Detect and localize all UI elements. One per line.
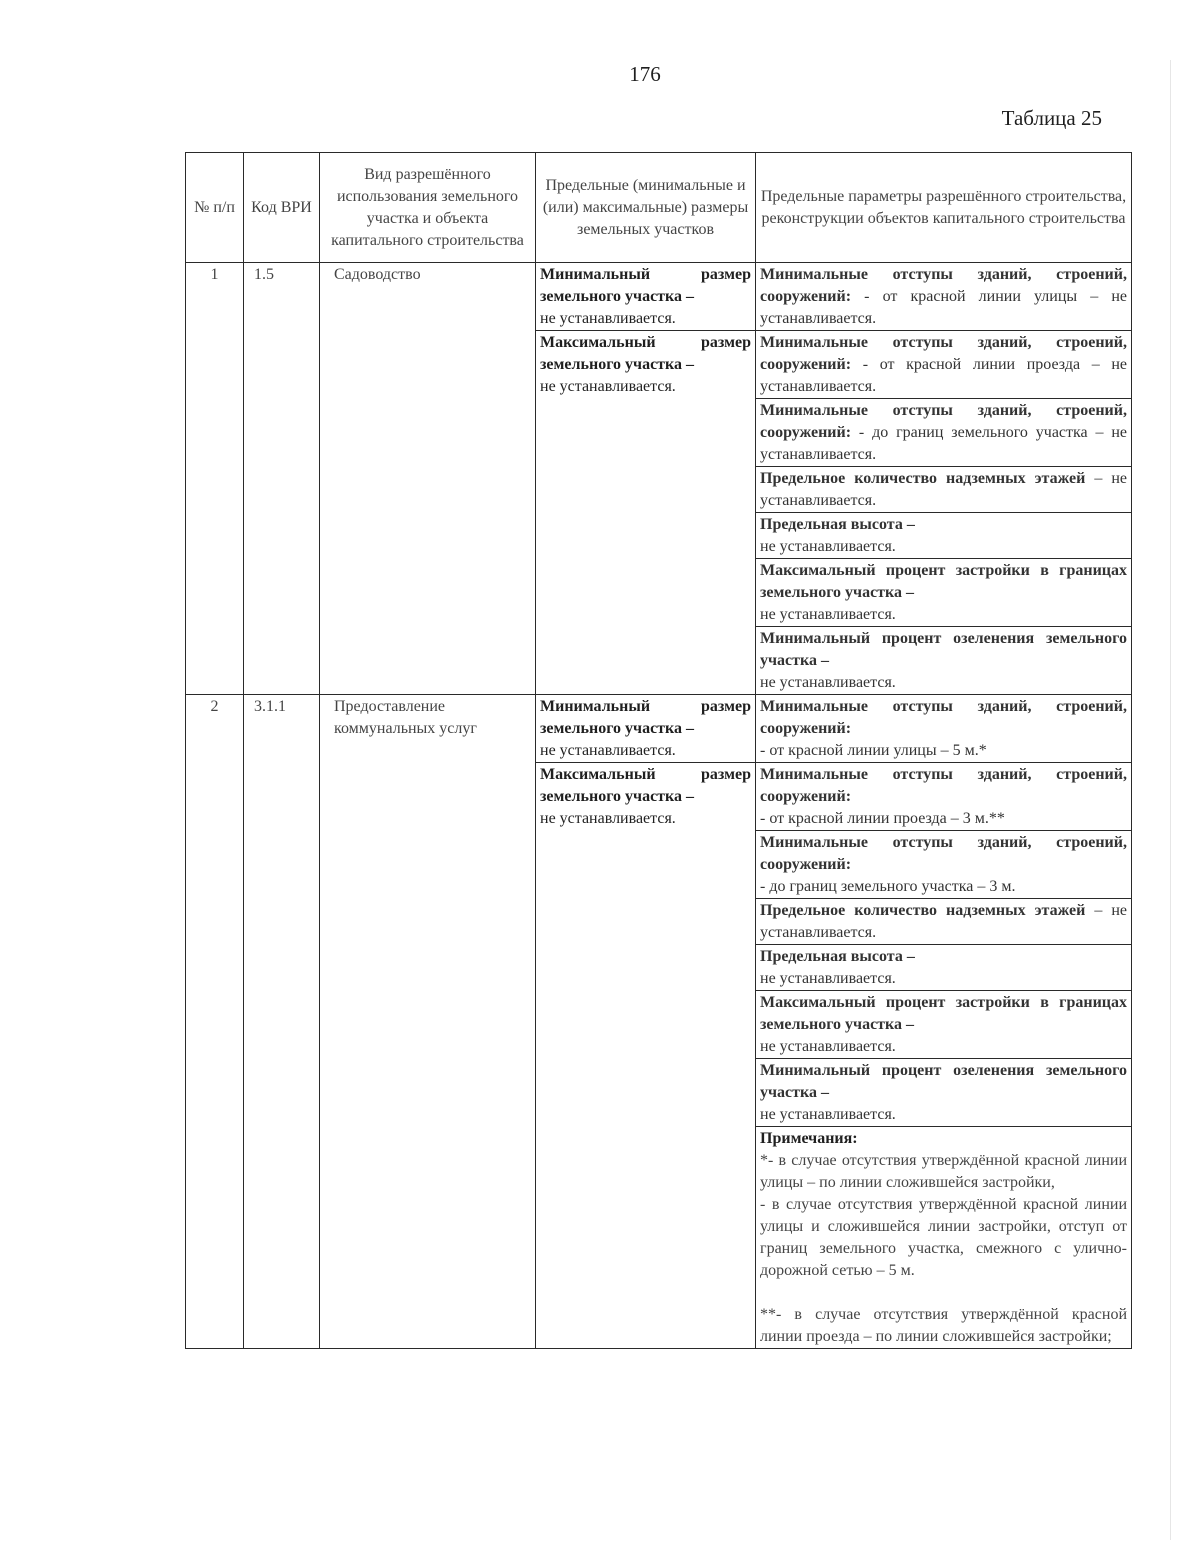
param-value: не устанавливается. bbox=[760, 1038, 896, 1055]
note-spacer bbox=[760, 1282, 1127, 1304]
row-type: Садоводство bbox=[320, 263, 536, 695]
size-cell bbox=[536, 763, 756, 1349]
row-type: Предоставление коммунальных услуг bbox=[320, 695, 536, 1349]
table-row bbox=[186, 695, 1132, 763]
param-label: Минимальные отступы зданий, строений, сооружений: bbox=[760, 766, 1127, 805]
param-cell bbox=[756, 695, 1132, 763]
size-cell bbox=[536, 331, 756, 695]
param-label: Максимальный процент застройки в границах земельного участка – bbox=[760, 562, 1127, 601]
param-label: Предельное количество надземных этажей bbox=[760, 470, 1086, 487]
note-line: - в случае отсутствия утверждённой красной линии улицы и сложившейся линии застройки, отступ от границ земельного участка, смежного с улично-дорожной сетью – 5 м. bbox=[760, 1196, 1127, 1279]
param-value: не устанавливается. bbox=[760, 970, 896, 987]
header-params: Предельные параметры разрешённого строительства, реконструкции объектов капитального строительства bbox=[756, 153, 1132, 263]
size-label: Максимальный размер земельного участка – bbox=[540, 766, 751, 805]
size-label: Минимальный размер земельного участка – bbox=[540, 266, 751, 305]
table-title: Таблица 25 bbox=[1001, 106, 1102, 130]
size-value: не устанавливается. bbox=[540, 378, 676, 395]
param-cell bbox=[756, 331, 1132, 399]
param-value: – не устанавливается. bbox=[760, 902, 1127, 941]
size-label: Максимальный размер земельного участка – bbox=[540, 334, 751, 373]
param-cell bbox=[756, 1059, 1132, 1127]
param-label: Минимальный процент озеленения земельного участка – bbox=[760, 1062, 1127, 1101]
header-type: Вид разрешённого использования земельного участка и объекта капитального строительства bbox=[320, 153, 536, 263]
param-cell bbox=[756, 831, 1132, 899]
param-value: не устанавливается. bbox=[760, 538, 896, 555]
param-label: Минимальный процент озеленения земельного участка – bbox=[760, 630, 1127, 669]
size-label: Минимальный размер земельного участка – bbox=[540, 698, 751, 737]
size-value: не устанавливается. bbox=[540, 810, 676, 827]
row-code: 1.5 bbox=[244, 263, 320, 695]
param-value: - до границ земельного участка – 3 м. bbox=[760, 878, 1016, 895]
param-cell bbox=[756, 263, 1132, 331]
size-cell bbox=[536, 263, 756, 331]
size-value: не устанавливается. bbox=[540, 310, 676, 327]
regulations-table bbox=[185, 152, 1132, 1349]
notes-cell bbox=[756, 1127, 1132, 1349]
param-cell bbox=[756, 945, 1132, 991]
row-number: 1 bbox=[186, 263, 244, 695]
header-no: № п/п bbox=[186, 153, 244, 263]
param-value: - от красной линии проезда – не устанавливается. bbox=[760, 356, 1128, 395]
param-label: Предельная высота – bbox=[760, 516, 915, 533]
param-label: Минимальные отступы зданий, строений, сооружений: bbox=[760, 334, 1127, 373]
param-label: Максимальный процент застройки в границах земельного участка – bbox=[760, 994, 1127, 1033]
notes-title: Примечания: bbox=[760, 1130, 858, 1147]
param-label: Предельная высота – bbox=[760, 948, 915, 965]
page-number: 176 bbox=[629, 62, 661, 86]
param-cell bbox=[756, 763, 1132, 831]
table-row bbox=[186, 263, 1132, 331]
param-value: - от красной линии улицы – 5 м.* bbox=[760, 742, 987, 759]
row-code: 3.1.1 bbox=[244, 695, 320, 1349]
row-number: 2 bbox=[186, 695, 244, 1349]
param-value: - до границ земельного участка – не устанавливается. bbox=[760, 424, 1128, 463]
param-value: не устанавливается. bbox=[760, 606, 896, 623]
param-cell bbox=[756, 899, 1132, 945]
param-cell bbox=[756, 399, 1132, 467]
param-value: - от красной линии улицы – не устанавливается. bbox=[760, 288, 1128, 327]
param-label: Предельное количество надземных этажей bbox=[760, 902, 1086, 919]
header-code: Код ВРИ bbox=[244, 153, 320, 263]
scan-edge bbox=[1170, 60, 1171, 1540]
table-header-row bbox=[186, 153, 1132, 263]
param-value: - от красной линии проезда – 3 м.** bbox=[760, 810, 1005, 827]
param-cell bbox=[756, 991, 1132, 1059]
param-value: – не устанавливается. bbox=[760, 470, 1127, 509]
param-label: Минимальные отступы зданий, строений, сооружений: bbox=[760, 266, 1127, 305]
param-label: Минимальные отступы зданий, строений, сооружений: bbox=[760, 834, 1127, 873]
header-sizes: Предельные (минимальные и (или) максимальные) размеры земельных участков bbox=[536, 153, 756, 263]
param-label: Минимальные отступы зданий, строений, сооружений: bbox=[760, 402, 1127, 441]
param-cell bbox=[756, 559, 1132, 627]
note-line: **- в случае отсутствия утверждённой красной линии проезда – по линии сложившейся застройки; bbox=[760, 1306, 1127, 1345]
param-label: Минимальные отступы зданий, строений, сооружений: bbox=[760, 698, 1127, 737]
size-cell bbox=[536, 695, 756, 763]
param-value: не устанавливается. bbox=[760, 1106, 896, 1123]
param-cell bbox=[756, 513, 1132, 559]
param-cell bbox=[756, 627, 1132, 695]
note-line: *- в случае отсутствия утверждённой красной линии улицы – по линии сложившейся застройки, bbox=[760, 1152, 1127, 1191]
param-value: не устанавливается. bbox=[760, 674, 896, 691]
param-cell bbox=[756, 467, 1132, 513]
size-value: не устанавливается. bbox=[540, 742, 676, 759]
